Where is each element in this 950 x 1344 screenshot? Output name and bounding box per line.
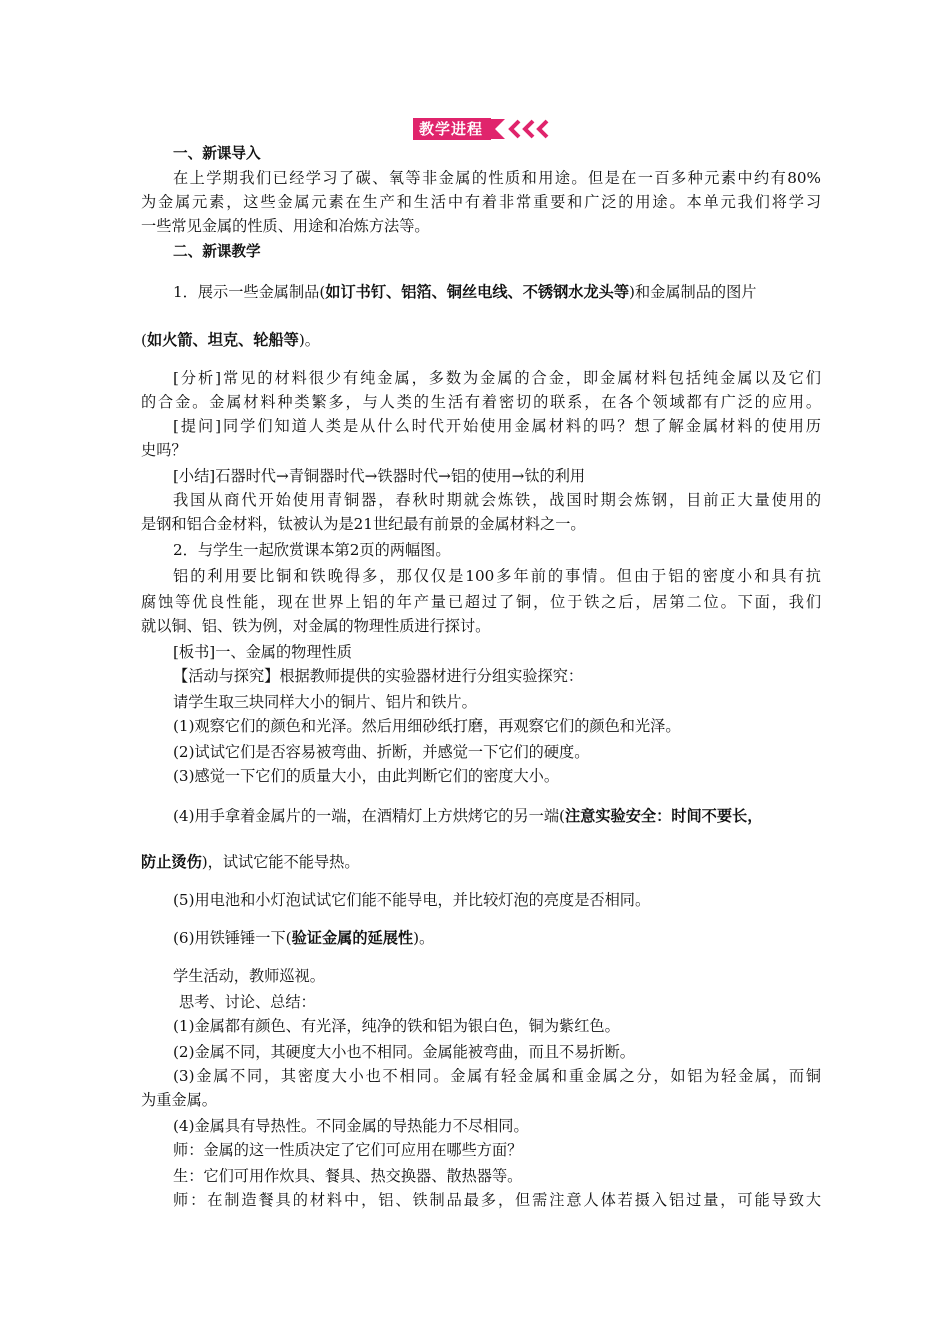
- chevron-arrows-icon: [491, 117, 559, 141]
- paragraph-line: 在上学期我们已经学习了碳、氧等非金属的性质和用途。但是在一百多种元素中约有80%: [173, 169, 821, 187]
- section-banner: [413, 117, 559, 141]
- heading-new-lesson-teaching: 二、新课教学: [173, 243, 261, 260]
- paragraph-line: [141, 328, 821, 352]
- paragraph-line: 铝的利用要比铜和铁晚得多，那仅仅是100多年前的事情。但由于铝的密度小和具有抗: [173, 567, 821, 585]
- paragraph-line: (1)金属都有颜色、有光泽，纯净的铁和铝为银白色，铜为紫红色。: [173, 1017, 620, 1035]
- paragraph-line: (5)用电池和小灯泡试试它们能不能导电，并比较灯泡的亮度是否相同。: [173, 891, 651, 909]
- paragraph-line: [173, 804, 821, 828]
- paragraph-line: 思考、讨论、总结：: [179, 993, 316, 1011]
- emphasis-text: 验证金属的延展性: [291, 929, 414, 947]
- paragraph-line: (2)金属不同，其硬度大小也不相同。金属能被弯曲，而且不易折断。: [173, 1043, 635, 1061]
- text-run: 1．展示一些金属制品(: [173, 283, 326, 301]
- paragraph-line: [板书]一、金属的物理性质: [173, 643, 352, 661]
- paragraph-line: 腐蚀等优良性能，现在世界上铝的年产量已超过了铜，位于铁之后，居第二位。下面，我们: [141, 593, 821, 611]
- paragraph-line: 一些常见金属的性质、用途和冶炼方法等。: [141, 217, 430, 235]
- paragraph-line: 学生活动，教师巡视。: [173, 967, 325, 985]
- paragraph-line: (1)观察它们的颜色和光泽。然后用细砂纸打磨，再观察它们的颜色和光泽。: [173, 717, 681, 735]
- paragraph-line: 请学生取三块同样大小的铜片、铝片和铁片。: [173, 693, 477, 711]
- paragraph-line: 我国从商代开始使用青铜器，春秋时期就会炼铁，战国时期会炼钢，目前正大量使用的: [173, 491, 821, 509]
- paragraph-line: 为重金属。: [141, 1091, 217, 1109]
- text-run: (: [141, 331, 147, 349]
- paragraph-line: 为金属元素，这些金属元素在生产和生活中有着非常重要和广泛的用途。本单元我们将学习: [141, 193, 821, 211]
- paragraph-line: 是钢和铝合金材料，钛被认为是21世纪最有前景的金属材料之一。: [141, 515, 586, 533]
- paragraph-line: (2)试试它们是否容易被弯曲、折断，并感觉一下它们的硬度。: [173, 743, 590, 761]
- text-run: (4)用手拿着金属片的一端，在酒精灯上方烘烤它的另一端(: [173, 807, 565, 825]
- text-run: (6)用铁锤锤一下(: [173, 929, 292, 947]
- paragraph-line: (4)金属具有导热性。不同金属的导热能力不尽相同。: [173, 1117, 529, 1135]
- text-run: )，试试它能不能导热。: [201, 853, 360, 871]
- emphasis-text: 注意实验安全：时间不要长，: [564, 807, 763, 825]
- paragraph-line: [小结]石器时代→青铜器时代→铁器时代→铝的使用→钛的利用: [173, 467, 586, 485]
- paragraph-line: (3)金属不同，其密度大小也不相同。金属有轻金属和重金属之分，如铝为轻金属，而铜: [173, 1067, 821, 1085]
- text-run: )和金属制品的图片: [629, 283, 757, 301]
- paragraph-line: [分析]常见的材料很少有纯金属，多数为金属的合金，即金属材料包括纯金属以及它们: [173, 369, 821, 387]
- paragraph-line: 就以铜、铝、铁为例，对金属的物理性质进行探讨。: [141, 617, 491, 635]
- paragraph-line: 史吗？: [141, 441, 187, 459]
- paragraph-line: [173, 926, 821, 950]
- paragraph-line: [提问]同学们知道人类是从什么时代开始使用金属材料的吗？想了解金属材料的使用历: [173, 417, 821, 435]
- heading-new-lesson-intro: 一、新课导入: [173, 145, 261, 162]
- paragraph-line: 师：在制造餐具的材料中，铝、铁制品最多，但需注意人体若摄入铝过量，可能导致大: [173, 1191, 821, 1209]
- paragraph-line: 【活动与探究】根据教师提供的实验器材进行分组实验探究：: [173, 667, 584, 685]
- emphasis-text: 防止烫伤: [141, 853, 202, 871]
- paragraph-line: 师：金属的这一性质决定了它们可应用在哪些方面？: [173, 1141, 523, 1159]
- paragraph-line: 2．与学生一起欣赏课本第2页的两幅图。: [173, 541, 451, 559]
- paragraph-line: [141, 850, 821, 874]
- paragraph-line: (3)感觉一下它们的质量大小，由此判断它们的密度大小。: [173, 767, 560, 785]
- paragraph-line: 生：它们可用作炊具、餐具、热交换器、散热器等。: [173, 1167, 523, 1185]
- text-run: )。: [413, 929, 435, 947]
- emphasis-text: 如火箭、坦克、轮船等: [146, 331, 299, 349]
- banner-title: 教学进程: [413, 118, 491, 140]
- emphasis-text: 如订书钉、铝箔、铜丝电线、不锈钢水龙头等: [325, 283, 630, 301]
- text-run: )。: [298, 331, 320, 349]
- paragraph-line: [173, 280, 821, 304]
- paragraph-line: 的合金。金属材料种类繁多，与人类的生活有着密切的联系，在各个领域都有广泛的应用。: [141, 393, 821, 411]
